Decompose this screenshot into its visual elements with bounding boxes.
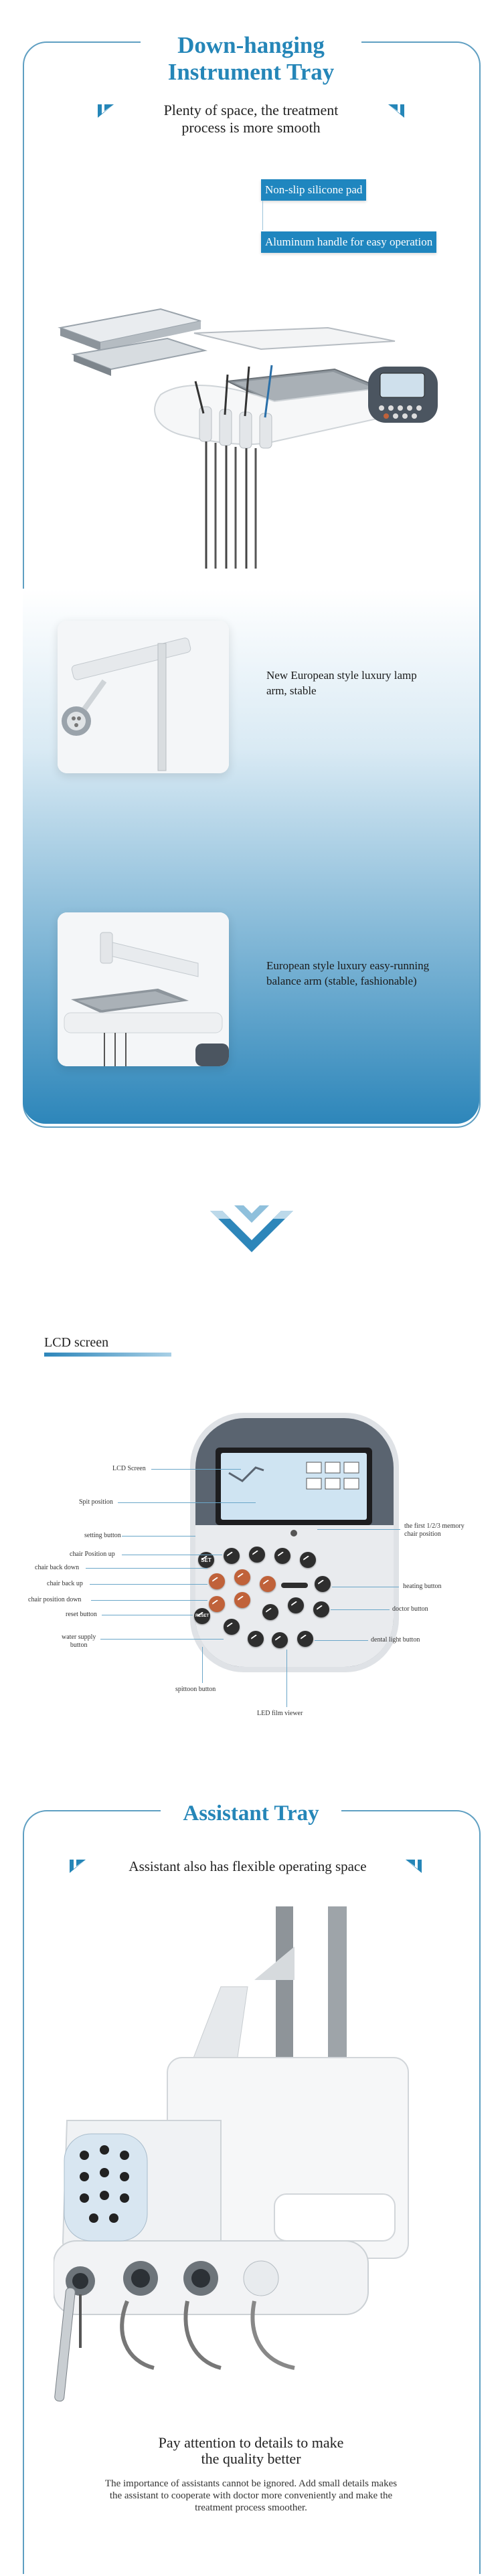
leader-memory <box>317 1529 400 1530</box>
callout-chair-position-down: chair position down <box>28 1596 82 1603</box>
lcd-heading: LCD screen <box>44 1335 109 1350</box>
subtitle-line-1: Plenty of space, the treatment <box>163 102 339 118</box>
instrument-tray-illustration <box>47 281 448 575</box>
callout-water-supply-line-2: button <box>70 1642 88 1649</box>
memory-2-button[interactable] <box>300 1552 316 1568</box>
title-line-2: Instrument Tray <box>167 59 335 85</box>
chair-position-up-button[interactable] <box>224 1548 240 1564</box>
leader-chair-position-down <box>91 1600 207 1601</box>
leader-led-film-viewer <box>286 1650 287 1707</box>
leader-doctor <box>331 1609 390 1610</box>
callout-chair-position-up: chair Position up <box>70 1551 115 1558</box>
callout-dental-light-button: dental light button <box>371 1636 420 1644</box>
assistant-tray-title: Assistant Tray <box>183 1801 319 1825</box>
reset-button-label: RESET <box>195 1614 209 1618</box>
dental-light-button[interactable] <box>297 1631 313 1647</box>
set-button-label: SET <box>201 1557 212 1563</box>
footer-body-line-2: the assistant to cooperate with doctor more conveniently and make the <box>109 2490 393 2501</box>
auxiliary-button[interactable] <box>262 1604 278 1620</box>
assistant-footer-title <box>67 2435 435 2467</box>
spit-position-button[interactable] <box>249 1547 265 1563</box>
assistant-tray-subtitle: Assistant also has flexible operating space <box>129 1858 367 1874</box>
doctor-button[interactable] <box>313 1601 329 1617</box>
lcd-heading-underline <box>44 1353 171 1357</box>
footer-body-line-1: The importance of assistants cannot be ignored. Add small details makes <box>104 2478 398 2489</box>
callout-doctor-button: doctor button <box>392 1605 428 1613</box>
callout-lcd-screen: LCD Screen <box>112 1465 146 1472</box>
callout-memory <box>404 1522 465 1539</box>
feature-balance-arm-text <box>266 958 474 989</box>
callout-setting-button: setting button <box>84 1532 121 1539</box>
memory-1-button[interactable] <box>274 1548 290 1564</box>
chair-back-down-button[interactable] <box>209 1573 225 1589</box>
feature-2-line-1: European style luxury easy-running <box>266 959 430 972</box>
label-non-slip-pad: Non-slip silicone pad <box>261 179 366 201</box>
photo-lamp-arm <box>58 621 229 773</box>
leader-water-supply <box>100 1639 224 1640</box>
callout-memory-line-2: chair position <box>404 1530 441 1538</box>
callout-water-supply-line-1: water supply <box>62 1633 96 1641</box>
spittoon-button[interactable] <box>248 1631 264 1647</box>
leader-spit-position <box>118 1502 256 1503</box>
corner-mark-right <box>388 104 404 121</box>
callout-memory-line-1: the first 1/2/3 memory <box>404 1522 465 1530</box>
subtitle-line-2: process is more smooth <box>181 119 321 136</box>
callout-spit-position: Spit position <box>79 1498 113 1506</box>
leader-lcd-screen <box>151 1469 241 1470</box>
footer-title-line-2: the quality better <box>201 2450 301 2467</box>
chair-up-button[interactable] <box>234 1592 250 1608</box>
leader-chair-back-down <box>86 1568 207 1569</box>
callout-chair-back-up: chair back up <box>47 1580 83 1587</box>
callout-water-supply <box>62 1633 96 1650</box>
callout-led-film-viewer: LED film viewer <box>257 1710 303 1717</box>
chair-position-down-button[interactable] <box>209 1596 225 1612</box>
led-film-viewer-button[interactable] <box>272 1632 288 1648</box>
panel-indicator-bar <box>281 1583 308 1588</box>
leader-spittoon <box>202 1647 203 1683</box>
corner-mark-left <box>98 104 114 121</box>
section1-subtitle <box>127 102 375 136</box>
callout-heating-button: heating button <box>403 1583 442 1590</box>
corner-mark-left-2 <box>70 1860 86 1876</box>
chair-back-up-button[interactable] <box>234 1569 250 1585</box>
chevron-divider-icon <box>210 1205 293 1252</box>
callout-chair-back-down: chair back down <box>35 1564 80 1571</box>
callout-reset-button: reset button <box>66 1611 97 1618</box>
assistant-tray-illustration <box>54 1906 455 2415</box>
heating-button[interactable] <box>315 1576 331 1592</box>
feature-1-line-2: arm, stable <box>266 684 317 697</box>
label-aluminum-handle: Aluminum handle for easy operation <box>261 231 436 253</box>
footer-body-line-3: treatment process smoother. <box>195 2502 307 2513</box>
feature-lamp-arm-text <box>266 668 467 698</box>
footer-title-line-1: Pay attention to details to make <box>158 2434 344 2451</box>
callout-spittoon-button: spittoon button <box>175 1686 216 1693</box>
photo-balance-arm <box>58 912 229 1066</box>
leader-dental-light <box>315 1640 368 1641</box>
leader-chair-back-up <box>90 1584 207 1585</box>
leader-setting-button <box>122 1536 195 1537</box>
assistant-footer-body <box>60 2478 442 2514</box>
label-leader-line <box>262 201 263 230</box>
lcd-control-panel <box>189 1411 400 1674</box>
feature-1-line-1: New European style luxury lamp <box>266 669 417 682</box>
chair-down-button[interactable] <box>260 1576 276 1592</box>
section-title-assistant-tray <box>161 1798 341 1831</box>
memory-3-button[interactable] <box>288 1597 304 1613</box>
title-line-1: Down-hanging <box>177 32 325 58</box>
water-supply-button[interactable] <box>224 1619 240 1635</box>
section-title-down-hanging <box>141 32 361 90</box>
feature-2-line-2: balance arm (stable, fashionable) <box>266 975 417 987</box>
